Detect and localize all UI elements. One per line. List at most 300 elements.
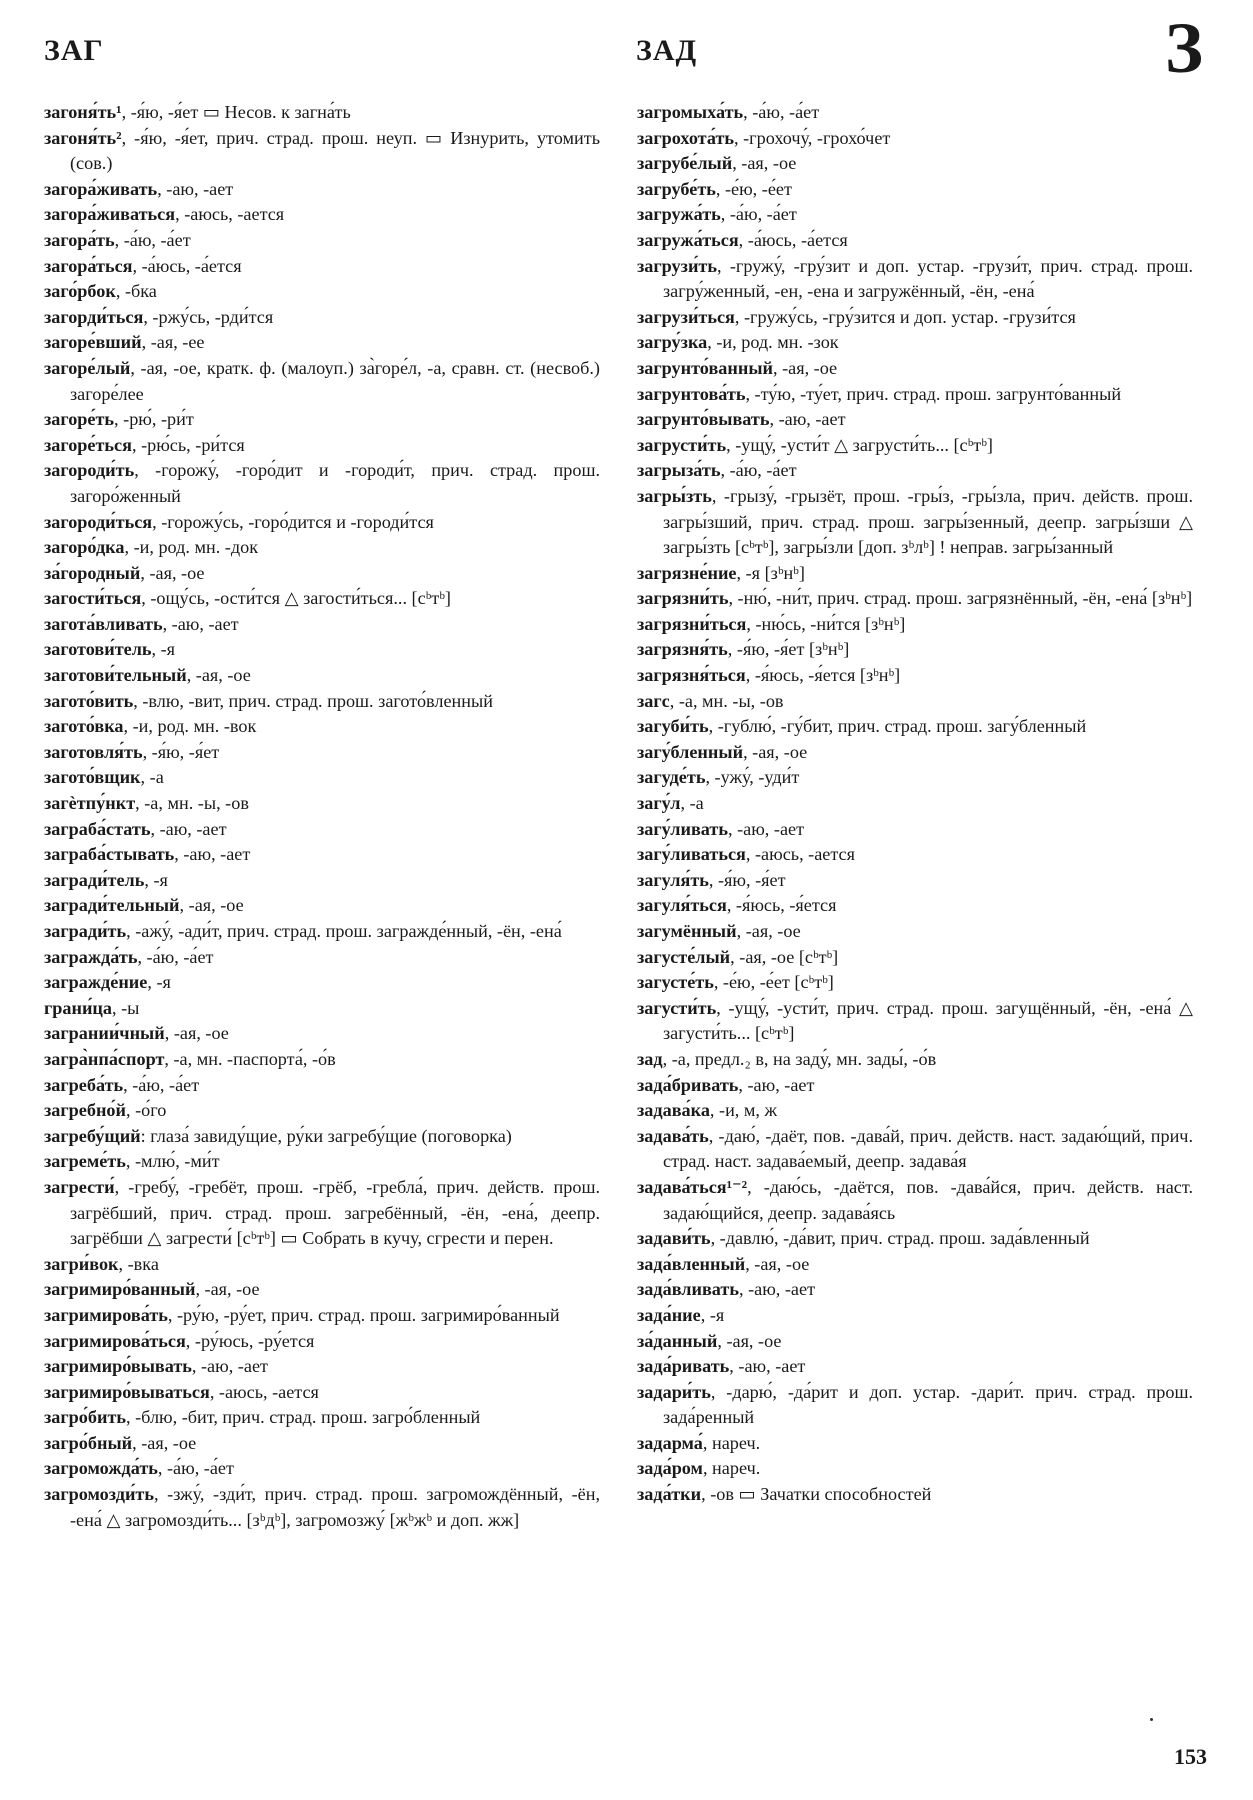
headword: загрузи́ть — [637, 255, 717, 276]
dictionary-entry — [637, 1482, 1193, 1508]
entry-body: , -я́юсь, -я́ется [зᵇнᵇ] — [745, 665, 901, 686]
entry-body: , -горожу́, -горо́дит и -городи́т, прич. страд. прош. загоро́женный — [70, 460, 600, 506]
entry-body: , нареч. — [702, 1458, 761, 1479]
headword: загримиро́вываться — [44, 1381, 210, 1402]
headword: загребно́й — [44, 1100, 126, 1121]
headword: зада́бривать — [637, 1074, 739, 1095]
entry-body: , -аю, -ает — [157, 178, 234, 199]
dictionary-entry — [44, 1021, 600, 1047]
entry-body: , -ая, -ое [сᵇтᵇ] — [730, 946, 839, 967]
dictionary-entry — [637, 458, 1193, 484]
headword: задави́ть — [637, 1228, 711, 1249]
entry-body: , -ая, -ее — [141, 332, 205, 353]
dictionary-entry — [44, 407, 600, 433]
dictionary-entry — [637, 1354, 1193, 1380]
dictionary-entry — [44, 714, 600, 740]
headword: загру́зка — [637, 332, 708, 353]
entry-body: , -я — [147, 972, 171, 993]
headword: загрунто́ванный — [637, 357, 773, 378]
entry-body: , -ая, -ое — [132, 1432, 197, 1453]
headword: заграба́стать — [44, 818, 151, 839]
dictionary-entry — [44, 1098, 600, 1124]
headword: загражде́ние — [44, 972, 148, 993]
headword: загрязни́ть — [637, 588, 729, 609]
headword: грани́ца — [44, 997, 112, 1018]
dictionary-entry — [637, 151, 1193, 177]
entry-body: , -ажу́, -ади́т, прич. страд. прош. загражде́нный, -ён, -ена́ — [126, 921, 562, 941]
dictionary-entry — [637, 586, 1193, 612]
headword: загуля́ться — [637, 895, 727, 916]
entry-body: , -ов ▭ Зачатки способностей — [701, 1484, 932, 1505]
headword: загрубе́ть — [637, 178, 716, 199]
dictionary-entry — [44, 356, 600, 407]
dictionary-entry — [637, 177, 1193, 203]
entry-body: , -и, род. мн. -вок — [123, 716, 257, 737]
headword: загуби́ть — [637, 716, 709, 737]
dictionary-entry — [44, 689, 600, 715]
entry-body: , -ая, -ое — [140, 562, 205, 583]
dictionary-entry — [44, 330, 600, 356]
entry-body: , -е́ю, -е́ет [сᵇтᵇ] — [713, 972, 834, 993]
entry-body: , -ню́, -ни́т, прич. страд. прош. загрязнённый, -ён, -ена́ [зᵇнᵇ] — [728, 588, 1193, 609]
dictionary-entry — [44, 1456, 600, 1482]
dictionary-entry — [637, 1277, 1193, 1303]
dictionary-entry — [637, 817, 1193, 843]
dictionary-entry — [44, 1277, 600, 1303]
entry-body: , -а́юсь, -а́ется — [738, 229, 848, 250]
section-letter: З — [1164, 8, 1203, 88]
entry-body: , -а́ю, -а́ет — [720, 460, 797, 481]
dictionary-entry — [637, 1047, 1193, 1073]
headword: загрубе́лый — [637, 153, 733, 174]
entry-body: , -аю, -ает — [738, 1279, 816, 1300]
entry-body: , -ужу́, -уди́т — [705, 767, 800, 788]
dictionary-entry — [44, 177, 600, 203]
dictionary-entry — [637, 254, 1193, 305]
headword: загора́живаться — [44, 204, 176, 225]
entry-body: , -ту́ю, -ту́ет, прич. страд. прош. загрунто́ванный — [745, 383, 1122, 404]
dictionary-entry — [637, 765, 1193, 791]
headword: загото́вить — [44, 690, 134, 711]
dictionary-entry — [637, 996, 1193, 1047]
dictionary-entry — [637, 330, 1193, 356]
dictionary-entry — [44, 1482, 600, 1533]
entry-body: , -и, род. мн. -док — [124, 537, 259, 558]
headword: зада́вленный — [637, 1253, 746, 1274]
dictionary-entry — [637, 970, 1193, 996]
dictionary-entry — [637, 202, 1193, 228]
dictionary-entry — [637, 1252, 1193, 1278]
entry-body: , -аю, -ает — [738, 1074, 815, 1095]
headword: загрязни́ться — [637, 613, 747, 634]
dictionary-entry — [44, 868, 600, 894]
entry-body: , -вка — [118, 1253, 159, 1274]
entry-body: , -ущу́, -усти́т △ загрусти́ть... [сᵇтᵇ] — [726, 434, 993, 455]
headword: загуде́ть — [637, 767, 706, 788]
entry-body: , -а, предл.₂ в, на заду́, мн. зады́, -о́в — [662, 1048, 937, 1069]
headword: загримирова́ться — [44, 1330, 186, 1351]
entry-body: , -ая, -ое — [736, 921, 801, 941]
headword: загости́ться — [44, 588, 142, 609]
headword: загромыха́ть — [637, 102, 744, 122]
headword: загроможда́ть — [44, 1458, 158, 1479]
entry-body: , -ощу́сь, -ости́тся △ загости́ться... [сᵇтᵇ] — [141, 588, 451, 609]
headword: загрохота́ть — [637, 127, 735, 148]
headword: загусте́ть — [637, 972, 714, 993]
entry-body: , -а́ю, -а́ет — [720, 204, 797, 225]
entry-body: , -ая, -ое — [745, 1253, 810, 1274]
dictionary-entry — [44, 1124, 600, 1150]
headword: загусти́ть — [637, 997, 717, 1018]
dictionary-entry — [637, 1098, 1193, 1124]
headword: загрязня́ть — [637, 639, 728, 660]
entry-body: , -я́ю, -я́ет ▭ Несов. к загна́ть — [121, 102, 351, 122]
headword: загоре́лый — [44, 357, 131, 378]
headword: заготовля́ть — [44, 741, 143, 762]
entry-body: , -грызу́, -грызёт, прош. -гры́з, -гры́зла, прич. действ. прош. загры́зший, прич. страд. прош. загры́зенный, деепр. загры́зши △ загры́зть [сᵇтᵇ], загры́зли [доп. зᵇлᵇ] ! неправ. загры́занный — [663, 485, 1193, 558]
headword: загото́вщик — [44, 767, 141, 788]
headword: загражда́ть — [44, 946, 138, 967]
entry-body: , -гребу́, -гребёт, прош. -грёб, -гребла́, прич. действ. прош. загрёбший, прич. страд. прош. загребённый, -ён, -ена́, деепр. загрёбши △ загрести́ [сᵇтᵇ] ▭ Собрать в кучу, сгрести и перен. — [70, 1176, 600, 1249]
entry-body: , -ая, -ое — [732, 153, 797, 174]
page-number: 153 — [1174, 1744, 1207, 1769]
entry-body: , -блю, -бит, прич. страд. прош. загро́бленный — [126, 1407, 481, 1428]
dictionary-entry — [44, 970, 600, 996]
dictionary-entry — [44, 510, 600, 536]
headword: загота́вливать — [44, 613, 163, 634]
entry-body: , -а, мн. -ы, -ов — [669, 690, 784, 711]
dictionary-entry — [637, 1456, 1193, 1482]
entry-body: , -а́юсь, -а́ется — [132, 255, 242, 276]
entry-body: , -а́ю, -а́ет — [123, 1074, 200, 1095]
headword: загумённый — [637, 921, 737, 941]
headword: загу́ливать — [637, 818, 728, 839]
entry-body: , -ая, -ое — [195, 1279, 260, 1300]
headword: загорди́ться — [44, 306, 144, 327]
entry-body: , -а́ю, -а́ет — [743, 102, 820, 122]
headword: зада́ние — [637, 1304, 701, 1325]
dictionary-entry — [637, 356, 1193, 382]
entry-body: , -и, м, ж — [709, 1100, 778, 1121]
dictionary-entry — [637, 868, 1193, 894]
dictionary-entry — [637, 407, 1193, 433]
entry-body: , -аюсь, -ается — [209, 1381, 319, 1402]
headword: загу́л — [637, 793, 681, 814]
headword: загото́вка — [44, 716, 124, 737]
dictionary-entry — [637, 228, 1193, 254]
dictionary-entry — [637, 433, 1193, 459]
entry-body: , -я́ю, -я́ет, прич. страд. прош. неуп. ▭ Изнурить, утомить (сов.) — [70, 127, 600, 174]
entry-body: , -млю́, -ми́т — [125, 1151, 220, 1172]
dictionary-entry — [44, 228, 600, 254]
dictionary-entry — [637, 1431, 1193, 1457]
dictionary-entry — [637, 1124, 1193, 1175]
dictionary-entry — [44, 279, 600, 305]
dictionary-entry — [44, 535, 600, 561]
headword: загора́ть — [44, 229, 115, 250]
dictionary-entry — [637, 561, 1193, 587]
entry-body: , -даю́сь, -даётся, пов. -дава́йся, прич. действ. наст. задаю́щийся, деепр. задава́ясь — [663, 1176, 1193, 1223]
headword: загребу́щий — [44, 1125, 141, 1146]
entry-body: , -ая, -ое — [179, 895, 244, 916]
dictionary-entry — [44, 586, 600, 612]
entry-body: , -аю, -ает — [727, 818, 805, 839]
entry-body: , -я́ю, -я́ет — [708, 869, 786, 890]
entry-body: , -ая, -ое — [186, 665, 251, 686]
running-head-right: ЗАД — [636, 34, 698, 67]
dictionary-entry — [44, 740, 600, 766]
dictionary-entry — [44, 202, 600, 228]
entry-body: , -я — [151, 639, 176, 660]
entry-body: , -давлю́, -да́вит, прич. страд. прош. зада́вленный — [710, 1228, 1090, 1249]
headword: зада́вливать — [637, 1279, 739, 1300]
headword: зада́ром — [637, 1458, 703, 1479]
entry-body: , -ая, -ое — [773, 357, 838, 378]
dictionary-entry — [44, 1329, 600, 1355]
headword: загора́ться — [44, 255, 133, 276]
page-mark — [1150, 1718, 1153, 1721]
headword: загримирова́ть — [44, 1304, 168, 1325]
dictionary-entry — [44, 945, 600, 971]
dictionary-entry — [44, 919, 600, 945]
headword: зад — [637, 1048, 663, 1069]
entry-body: , -о́го — [126, 1100, 167, 1121]
dictionary-entry — [637, 1303, 1193, 1329]
dictionary-entry — [44, 791, 600, 817]
headword: загс — [637, 690, 670, 711]
headword: загрусти́ть — [637, 434, 727, 455]
entry-body: , -гублю́, -гу́бит, прич. страд. прош. загу́бленный — [708, 716, 1087, 737]
entry-body: , -зжу́, -зди́т, прич. страд. прош. загромождённый, -ён, -ена́ △ загромозди́ть... [зᵇдᵇ], загромозжу́ [жᵇжᵇ и доп. жж] — [70, 1484, 600, 1530]
headword: загоро́дка — [44, 537, 125, 558]
dictionary-entry — [44, 842, 600, 868]
dictionary-entry — [637, 612, 1193, 638]
headword: загрузи́ться — [637, 306, 735, 327]
dictionary-entry — [44, 100, 600, 126]
dictionary-entry — [44, 1149, 600, 1175]
entry-body: , -аю, -ает — [150, 818, 227, 839]
dictionary-entry — [44, 1073, 600, 1099]
headword: загора́живать — [44, 178, 158, 199]
dictionary-entry — [637, 1329, 1193, 1355]
headword: загреме́ть — [44, 1151, 126, 1172]
entry-body: , -а, мн. -паспорта́, -о́в — [164, 1048, 336, 1069]
entry-body: , -а́ю, -а́ет — [114, 229, 191, 250]
entry-body: , -я [зᵇнᵇ] — [736, 562, 805, 583]
headword: загуля́ть — [637, 869, 709, 890]
entry-body: , -ая, -ое — [743, 741, 808, 762]
dictionary-entry — [637, 714, 1193, 740]
dictionary-entry — [637, 663, 1193, 689]
entry-body: , -я — [700, 1304, 725, 1325]
dictionary-entry — [637, 484, 1193, 561]
headword: загради́тельный — [44, 895, 180, 916]
entry-body: , -грохочу́, -грохо́чет — [734, 127, 891, 148]
headword: загоня́ть¹ — [44, 102, 122, 122]
entry-body: , -гружу́, -гру́зит и доп. устар. -грузи́т, прич. страд. прош. загру́женный, -ен, -ена и загружённый, -ён, -ена́ — [663, 255, 1193, 302]
headword: загри́вок — [44, 1253, 119, 1274]
dictionary-entry — [637, 919, 1193, 945]
entry-body: , -рю́, -ри́т — [114, 409, 194, 430]
entry-body: , -аюсь, -ается — [745, 844, 855, 865]
headword: загромозди́ть — [44, 1484, 154, 1505]
entry-body: , -аю, -ает — [174, 844, 251, 865]
headword: загружа́ть — [637, 204, 721, 225]
entry-body: , -аюсь, -ается — [175, 204, 285, 225]
entry-body: , -рю́сь, -ри́тся — [131, 434, 245, 455]
entry-body: , -я — [144, 869, 168, 890]
entry-body: , -ню́сь, -ни́тся [зᵇнᵇ] — [746, 613, 906, 634]
entry-body: , -а́ю, -а́ет — [157, 1458, 234, 1479]
headword: загоня́ть² — [44, 127, 122, 148]
dictionary-entry — [637, 842, 1193, 868]
dictionary-entry — [637, 126, 1193, 152]
headword: задава́ка — [637, 1100, 710, 1121]
headword: задари́ть — [637, 1381, 711, 1402]
headword: загоре́ть — [44, 409, 115, 430]
dictionary-entry — [44, 1047, 600, 1073]
dictionary-entry — [44, 126, 600, 177]
entry-body: , -а́ю, -а́ет — [137, 946, 214, 967]
entry-body: , -и, род. мн. -зок — [707, 332, 839, 353]
entry-body: , -влю, -вит, прич. страд. прош. загото́вленный — [133, 690, 493, 711]
entry-body: , -аю, -ает — [769, 409, 846, 430]
dictionary-entry — [44, 305, 600, 331]
dictionary-entry — [44, 1175, 600, 1252]
headword: загро́бный — [44, 1432, 133, 1453]
entry-body: , -а, мн. -ы, -ов — [135, 793, 249, 814]
headword: задава́ться¹⁻² — [637, 1176, 748, 1197]
headword: загрязне́ние — [637, 562, 737, 583]
headword: зада́ривать — [637, 1356, 730, 1377]
headword: загра̀нпа́спорт — [44, 1048, 165, 1069]
headword: загороди́ть — [44, 460, 135, 481]
headword: загримиро́вывать — [44, 1356, 192, 1377]
entry-body: , -горожу́сь, -горо́дится и -городи́тся — [152, 511, 434, 532]
dictionary-entry — [44, 1354, 600, 1380]
dictionary-entry — [637, 1226, 1193, 1252]
dictionary-entry — [637, 740, 1193, 766]
dictionary-entry — [44, 1380, 600, 1406]
headword: заграба́стывать — [44, 844, 175, 865]
dictionary-entry — [44, 561, 600, 587]
dictionary-entry — [637, 382, 1193, 408]
entry-body: , -ы — [112, 997, 140, 1018]
headword: загороди́ться — [44, 511, 153, 532]
headword: загримиро́ванный — [44, 1279, 196, 1300]
headword: загоре́вший — [44, 332, 142, 353]
entry-body: , -ру́ю, -ру́ет, прич. страд. прош. загримиро́ванный — [167, 1304, 560, 1325]
entry-body: , -бка — [115, 281, 157, 302]
headword: заготови́тель — [44, 639, 152, 660]
headword: загрунтова́ть — [637, 383, 746, 404]
dictionary-entry — [637, 1073, 1193, 1099]
entry-body: : глаза́ завиду́щие, ру́ки загребу́щие (поговорка) — [140, 1125, 512, 1146]
headword: загро́бить — [44, 1407, 126, 1428]
headword: загрести́ — [44, 1176, 115, 1197]
headword: загрунто́вывать — [637, 409, 770, 430]
dictionary-entry — [44, 612, 600, 638]
dictionary-entry — [637, 689, 1193, 715]
dictionary-entry — [637, 945, 1193, 971]
entry-body: , нареч. — [702, 1432, 761, 1453]
headword: зада́тки — [637, 1484, 702, 1505]
entry-body: , -е́ю, -е́ет — [715, 178, 792, 199]
headword: загу́бленный — [637, 741, 744, 762]
dictionary-entry — [44, 458, 600, 509]
headword: загради́ть — [44, 921, 127, 941]
dictionary-entry — [637, 637, 1193, 663]
entry-body: , -аю, -ает — [191, 1356, 268, 1377]
dictionary-entry — [637, 305, 1193, 331]
right-column — [637, 100, 1193, 1508]
dictionary-entry — [637, 1175, 1193, 1226]
left-column — [44, 100, 600, 1533]
dictionary-entry — [637, 791, 1193, 817]
headword: загради́тель — [44, 869, 145, 890]
dictionary-entry — [44, 893, 600, 919]
headword: загры́зть — [637, 485, 712, 506]
dictionary-entry — [44, 663, 600, 689]
entry-body: , -ая, -ое — [164, 1023, 229, 1044]
headword: загоре́ться — [44, 434, 132, 455]
headword: загу́ливаться — [637, 844, 746, 865]
headword: загѐтпу́нкт — [44, 793, 136, 814]
headword: загрании́чный — [44, 1023, 165, 1044]
entry-body: , -а — [140, 767, 164, 788]
dictionary-entry — [44, 433, 600, 459]
headword: загреба́ть — [44, 1074, 124, 1095]
headword: загрыза́ть — [637, 460, 721, 481]
headword: за́данный — [637, 1330, 718, 1351]
headword: загружа́ться — [637, 229, 739, 250]
dictionary-entry — [44, 817, 600, 843]
entry-body: , -я́ю, -я́ет — [142, 741, 220, 762]
entry-body: , -ая, -ое, кратк. ф. (малоуп.) за̀горе́л, -а, сравн. ст. (несвоб.) загоре́лее — [70, 357, 600, 404]
entry-body: , -гружу́сь, -гру́зится и доп. устар. -грузи́тся — [734, 306, 1076, 327]
entry-body: , -я́юсь, -я́ется — [726, 895, 837, 916]
dictionary-entry — [44, 637, 600, 663]
entry-body: , -аю, -ает — [162, 613, 239, 634]
dictionary-entry — [44, 1405, 600, 1431]
entry-body: , -ржу́сь, -рди́тся — [143, 306, 274, 327]
entry-body: , -аю, -ает — [729, 1356, 806, 1377]
dictionary-entry — [44, 1252, 600, 1278]
dictionary-entry — [44, 1303, 600, 1329]
entry-body: , -ая, -ое — [717, 1330, 782, 1351]
headword: задарма́ — [637, 1432, 703, 1453]
dictionary-entry — [637, 893, 1193, 919]
dictionary-entry — [44, 1431, 600, 1457]
headword: за́городный — [44, 562, 141, 583]
entry-body: , -а — [680, 793, 704, 814]
dictionary-entry — [637, 100, 1193, 126]
headword: заго́рбок — [44, 281, 116, 302]
entry-body: , -даю́, -даёт, пов. -дава́й, прич. действ. наст. задаю́щий, прич. страд. наст. задава́емый, деепр. задава́я — [663, 1125, 1193, 1172]
dictionary-entry — [44, 996, 600, 1022]
entry-body: , -ру́юсь, -ру́ется — [185, 1330, 315, 1351]
dictionary-entry — [44, 765, 600, 791]
running-head-left: ЗАГ — [44, 34, 104, 67]
entry-body: , -ущу́, -усти́т, прич. страд. прош. загущённый, -ён, -ена́ △ загусти́ть... [сᵇтᵇ] — [663, 997, 1193, 1044]
entry-body: , -дарю́, -да́рит и доп. устар. -дари́т. прич. страд. прош. зада́ренный — [663, 1381, 1193, 1428]
headword: загрязня́ться — [637, 665, 746, 686]
headword: загусте́лый — [637, 946, 731, 967]
headword: задава́ть — [637, 1125, 709, 1146]
headword: заготови́тельный — [44, 665, 187, 686]
dictionary-entry — [637, 1380, 1193, 1431]
dictionary-entry — [44, 254, 600, 280]
